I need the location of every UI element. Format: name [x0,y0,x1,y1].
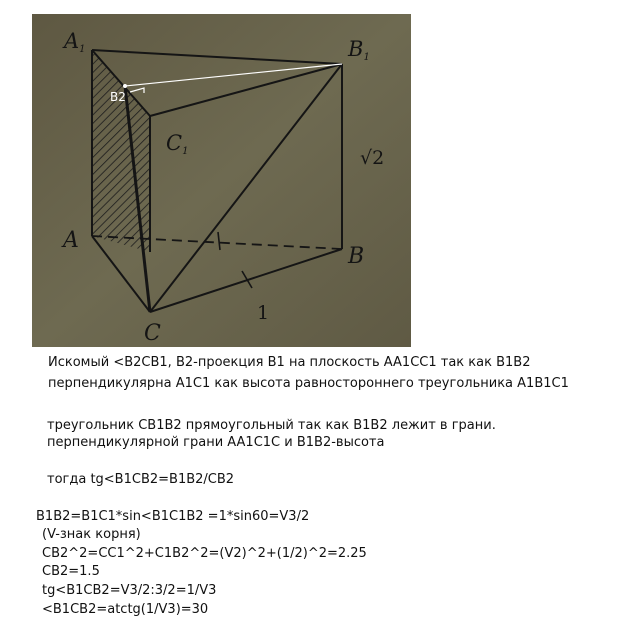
label-c1: C1 [166,131,189,157]
solution-line-6: B1B2=B1C1*sin<B1C1B2 =1*sin60=V3/2 [36,509,310,524]
solution-line-4: перпендикулярной грани AA1C1C и B1B2-высота [47,435,385,450]
label-c: C [144,321,161,346]
point-b2 [123,84,127,88]
solution-line-7: (V-знак корня) [42,527,141,542]
photo-background [32,14,411,347]
solution-line-2: перпендикулярна A1C1 как высота равностороннего треугольника A1B1C1 [48,376,569,391]
prism-figure-photo [32,14,411,347]
label-a: A [63,228,79,253]
label-edge-one: 1 [257,302,270,324]
label-a1: A1 [64,29,86,55]
solution-line-8: CB2^2=CC1^2+C1B2^2=(V2)^2+(1/2)^2=2.25 [42,546,367,561]
label-b: B [348,244,365,269]
solution-line-5: тогда tg<B1CB2=B1B2/CB2 [47,472,235,487]
label-b1: B1 [348,37,370,63]
solution-line-1: Искомый <B2CB1, B2-проекция B1 на плоскость AA1CC1 так как B1B2 [48,355,531,370]
solution-line-11: <B1CB2=atctg(1/V3)=30 [42,602,209,617]
label-edge-sqrt2: √2 [360,147,385,169]
prism-figure [32,14,411,347]
solution-line-3: треугольник CB1B2 прямоугольный так как B1B2 лежит в грани. [47,418,496,433]
solution-line-10: tg<B1CB2=V3/2:3/2=1/V3 [42,583,217,598]
label-b2: B2 [110,90,126,104]
solution-line-9: CB2=1.5 [42,564,100,579]
